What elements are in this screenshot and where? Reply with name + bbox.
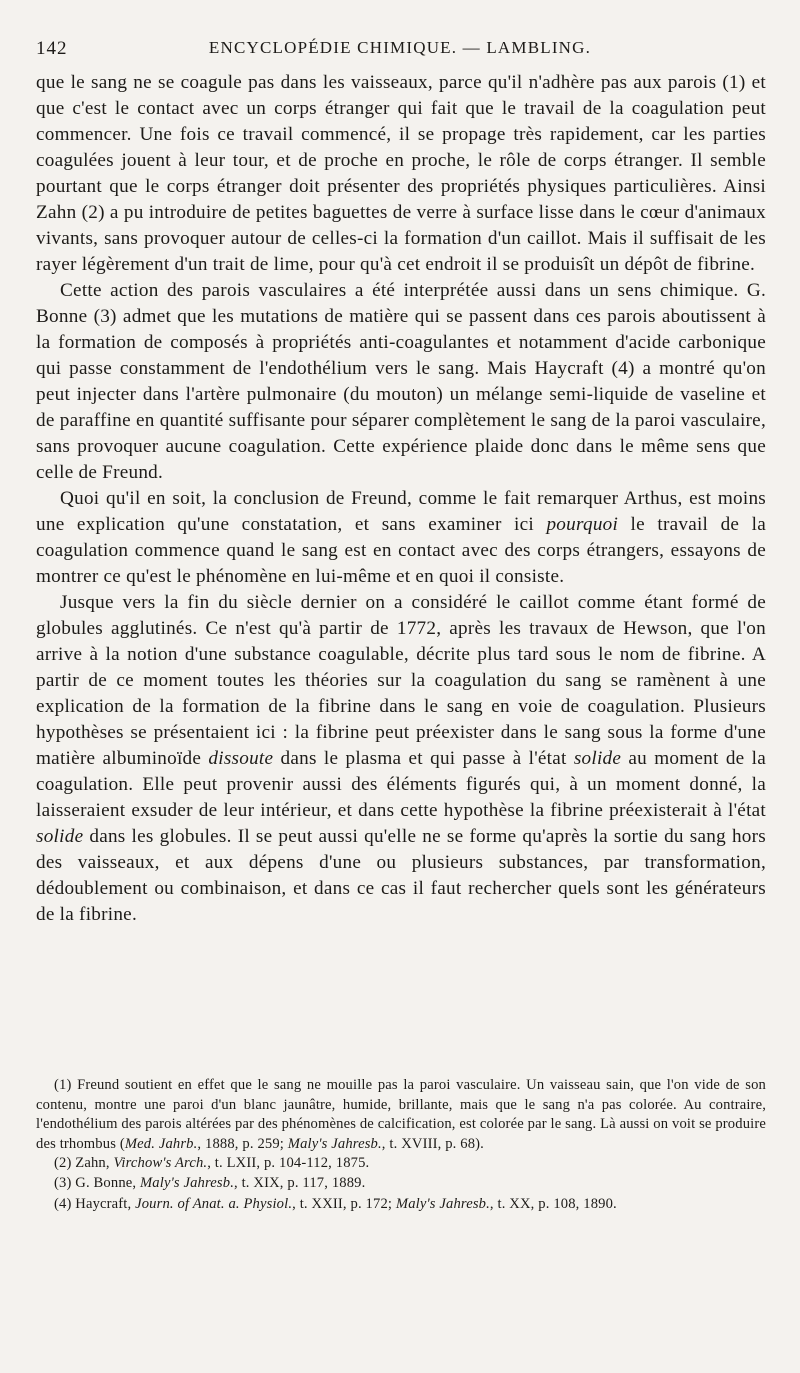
italic-term: solide xyxy=(36,826,84,847)
page-number: 142 xyxy=(36,38,68,59)
paragraph-3: Quoi qu'il en soit, la conclusion de Freund, comme le fait remarquer Arthus, est moins une explication qu'une constatation, et sans examiner ici pourquoi le travail de la coagulation commence quand le sang est en contact avec des corps étrangers, essayons de montrer ce qu'est le phénomène en lui-même et en quoi il consiste. xyxy=(36,488,766,587)
footnote-2: (2) Zahn, Virchow's Arch., t. LXII, p. 104-112, 1875. xyxy=(54,1155,370,1171)
page-header xyxy=(36,38,764,68)
running-head: ENCYCLOPÉDIE CHIMIQUE. — LAMBLING. xyxy=(208,38,592,57)
main-text xyxy=(36,70,766,928)
paragraph-1: que le sang ne se coagule pas dans les vaisseaux, parce qu'il n'adhère pas aux parois (1) et que c'est le contact avec un corps étranger qui fait que le travail de la coagulation peut commencer. Une fois ce travail commencé, il se propage très rapidement, car les parties coagulées jouent à leur tour, et de proche en proche, le rôle de corps étranger. Il semble pourtant que le corps étranger doit présenter des propriétés physiques particulières. Ainsi Zahn (2) a pu introduire de petites baguettes de verre à surface lisse dans le cœur d'animaux vivants, sans provoquer autour de celles-ci la formation d'un caillot. Mais il suffisait de les rayer légèrement d'un trait de lime, pour qu'à cet endroit il se produisît un dépôt de fibrine. xyxy=(36,72,766,275)
italic-term: dissoute xyxy=(208,748,274,769)
paragraph-2: Cette action des parois vasculaires a été interprétée aussi dans un sens chimique. G. Bonne (3) admet que les mutations de matière qui se passent dans ces parois aboutissent à la formation de composés à propriétés anti-coagulantes et notamment d'acide carbonique qui passe constamment de l'endothélium vers le sang. Mais Haycraft (4) a montré qu'on peut injecter dans l'artère pulmonaire (du mouton) un mélange semi-liquide de vaseline et de paraffine en quantité suffisante pour séparer complètement le sang de la paroi vasculaire, sans provoquer aucune coagulation. Cette expérience plaide donc dans le même sens que celle de Freund. xyxy=(36,280,766,483)
paragraph-4: Jusque vers la fin du siècle dernier on a considéré le caillot comme étant formé de globules agglutinés. Ce n'est qu'à partir de 1772, après les travaux de Hewson, que l'on arrive à la notion d'une substance coagulable, décrite plus tard sous le nom de fibrine. A partir de ce moment toutes les théories sur la coagulation du sang se ramènent à une explication de la formation de la fibrine dans le sang en voie de coagulation. Plusieurs hypothèses se présentaient ici : la fibrine peut préexister dans le sang sous la forme d'une matière albuminoïde dissoute dans le plasma et qui passe à l'état solide au moment de la coagulation. Elle peut provenir aussi des éléments figurés qui, à un moment donné, la laisseraient exsuder de leur intérieur, et dans cette hypothèse la fibrine préexisterait à l'état solide dans les globules. Il se peut aussi qu'elle ne se forme qu'après la sortie du sang hors des vaisseaux, et aux dépens d'une ou plusieurs substances, par transformation, dédoublement ou combinaison, et dans ce cas il faut rechercher quels sont les générateurs de la fibrine. xyxy=(36,592,767,925)
footnote-4: (4) Haycraft, Journ. of Anat. a. Physiol., t. XXII, p. 172; Maly's Jahresb., t. XX, p. 108, 1890. xyxy=(54,1196,617,1212)
italic-term: solide xyxy=(573,748,622,769)
footnote-1: (1) Freund soutient en effet que le sang ne mouille pas la paroi vasculaire. Un vaisseau sain, que l'on vide de son contenu, montre une paroi d'un blanc jaunâtre, humide, brillante, mais que le sang n'a pas colorée. Au contraire, l'endothélium des parois altérées par des phénomènes de calcification, est colorée par le sang. Là aussi on voit se produire des trhombus (Med. Jahrb., 1888, p. 259; Maly's Jahresb., t. XVIII, p. 68). xyxy=(36,1077,766,1152)
italic-term: pourquoi xyxy=(546,514,619,535)
footnotes xyxy=(36,1076,766,1215)
footnote-3: (3) G. Bonne, Maly's Jahresb., t. XIX, p. 117, 1889. xyxy=(54,1174,366,1191)
